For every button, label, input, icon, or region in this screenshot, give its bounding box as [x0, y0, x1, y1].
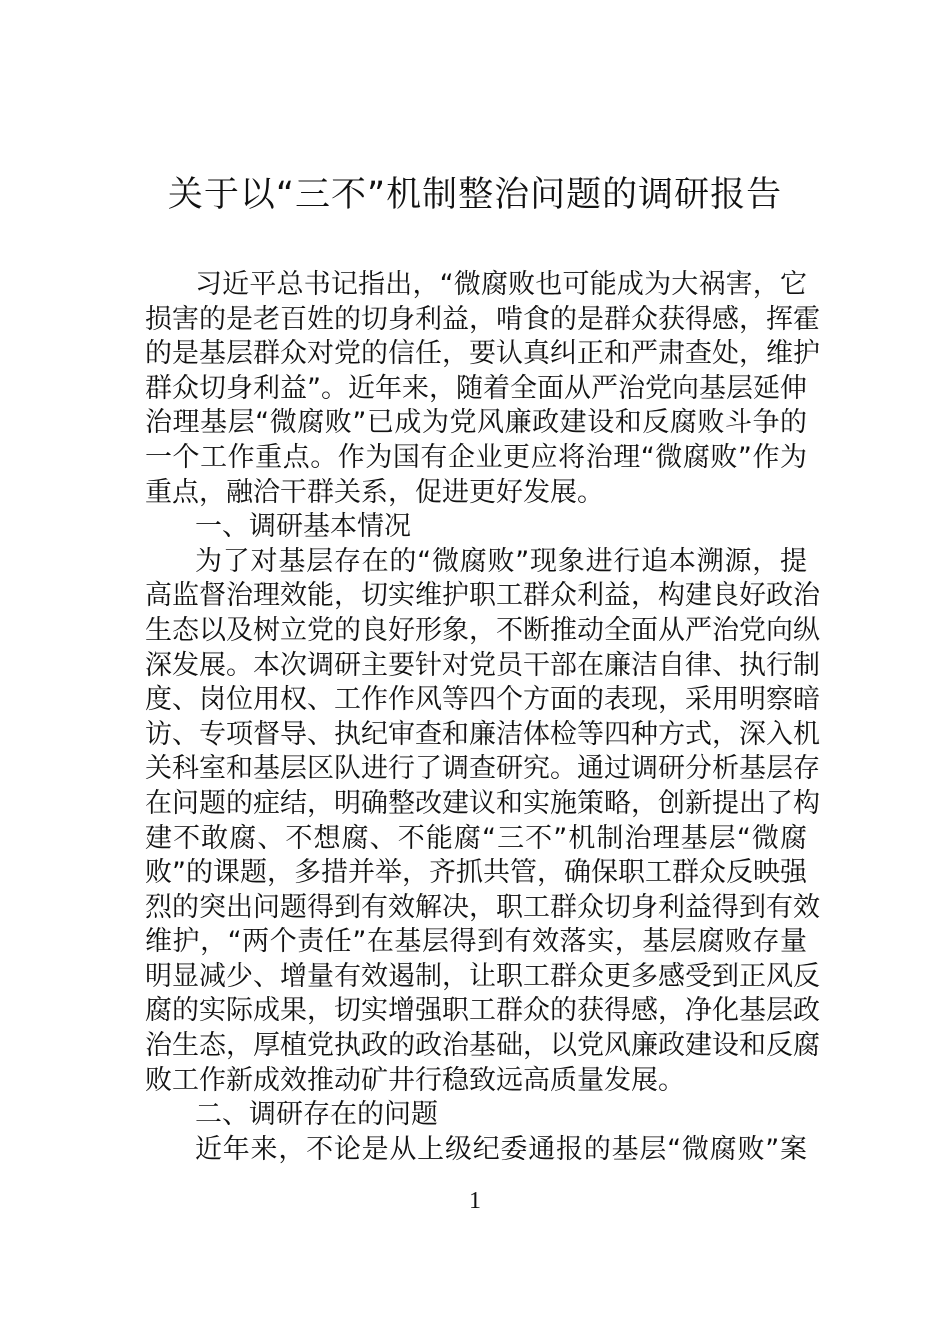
paragraph-line: 损害的是老百姓的切身利益，啃食的是群众获得感，挥霍 — [145, 303, 820, 335]
section-heading: 二、调研存在的问题 — [195, 1099, 438, 1131]
paragraph-line: 腐的实际成果，切实增强职工群众的获得感，净化基层政 — [145, 995, 820, 1027]
paragraph-line: 群众切身利益”。近年来，随着全面从严治党向基层延伸 — [145, 372, 807, 404]
paragraph-line: 关科室和基层区队进行了调查研究。通过调研分析基层存 — [145, 753, 820, 785]
paragraph-line: 一个工作重点。作为国有企业更应将治理“微腐败”作为 — [145, 441, 807, 473]
paragraph-line: 深发展。本次调研主要针对党员干部在廉洁自律、执行制 — [145, 649, 820, 681]
paragraph-line: 败”的课题，多措并举，齐抓共管，确保职工群众反映强 — [145, 857, 807, 889]
paragraph-line: 烈的突出问题得到有效解决，职工群众切身利益得到有效 — [145, 891, 820, 923]
paragraph-line: 访、专项督导、执纪审查和廉洁体检等四种方式，深入机 — [145, 718, 820, 750]
document-title: 关于以“三不”机制整治问题的调研报告 — [167, 175, 783, 215]
paragraph-line: 重点，融洽干群关系，促进更好发展。 — [145, 476, 604, 508]
paragraph-line: 高监督治理效能，切实维护职工群众利益，构建良好政治 — [145, 580, 820, 612]
page-number: 1 — [469, 1188, 481, 1214]
paragraph-line: 度、岗位用权、工作作风等四个方面的表现，采用明察暗 — [145, 684, 820, 716]
paragraph-line: 治理基层“微腐败”已成为党风廉政建设和反腐败斗争的 — [145, 407, 807, 439]
paragraph-line: 的是基层群众对党的信任，要认真纠正和严肃查处，维护 — [145, 338, 820, 370]
paragraph-line: 生态以及树立党的良好形象，不断推动全面从严治党向纵 — [145, 614, 820, 646]
paragraph-line: 建不敢腐、不想腐、不能腐“三不”机制治理基层“微腐 — [145, 822, 807, 854]
document-body — [145, 268, 820, 1167]
paragraph-line: 近年来，不论是从上级纪委通报的基层“微腐败”案 — [195, 1133, 807, 1165]
paragraph-line: 习近平总书记指出，“微腐败也可能成为大祸害，它 — [195, 269, 807, 300]
paragraph-line: 治生态，厚植党执政的政治基础，以党风廉政建设和反腐 — [145, 1030, 820, 1062]
paragraph-line: 在问题的症结，明确整改建议和实施策略，创新提出了构 — [145, 787, 820, 819]
paragraph-line: 明显减少、增量有效遏制，让职工群众更多感受到正风反 — [145, 960, 820, 992]
paragraph-line: 为了对基层存在的“微腐败”现象进行追本溯源，提 — [195, 545, 807, 577]
paragraph-line: 维护，“两个责任”在基层得到有效落实，基层腐败存量 — [145, 926, 807, 958]
paragraph-line: 败工作新成效推动矿井行稳致远高质量发展。 — [145, 1064, 685, 1096]
section-heading: 一、调研基本情况 — [195, 511, 411, 543]
